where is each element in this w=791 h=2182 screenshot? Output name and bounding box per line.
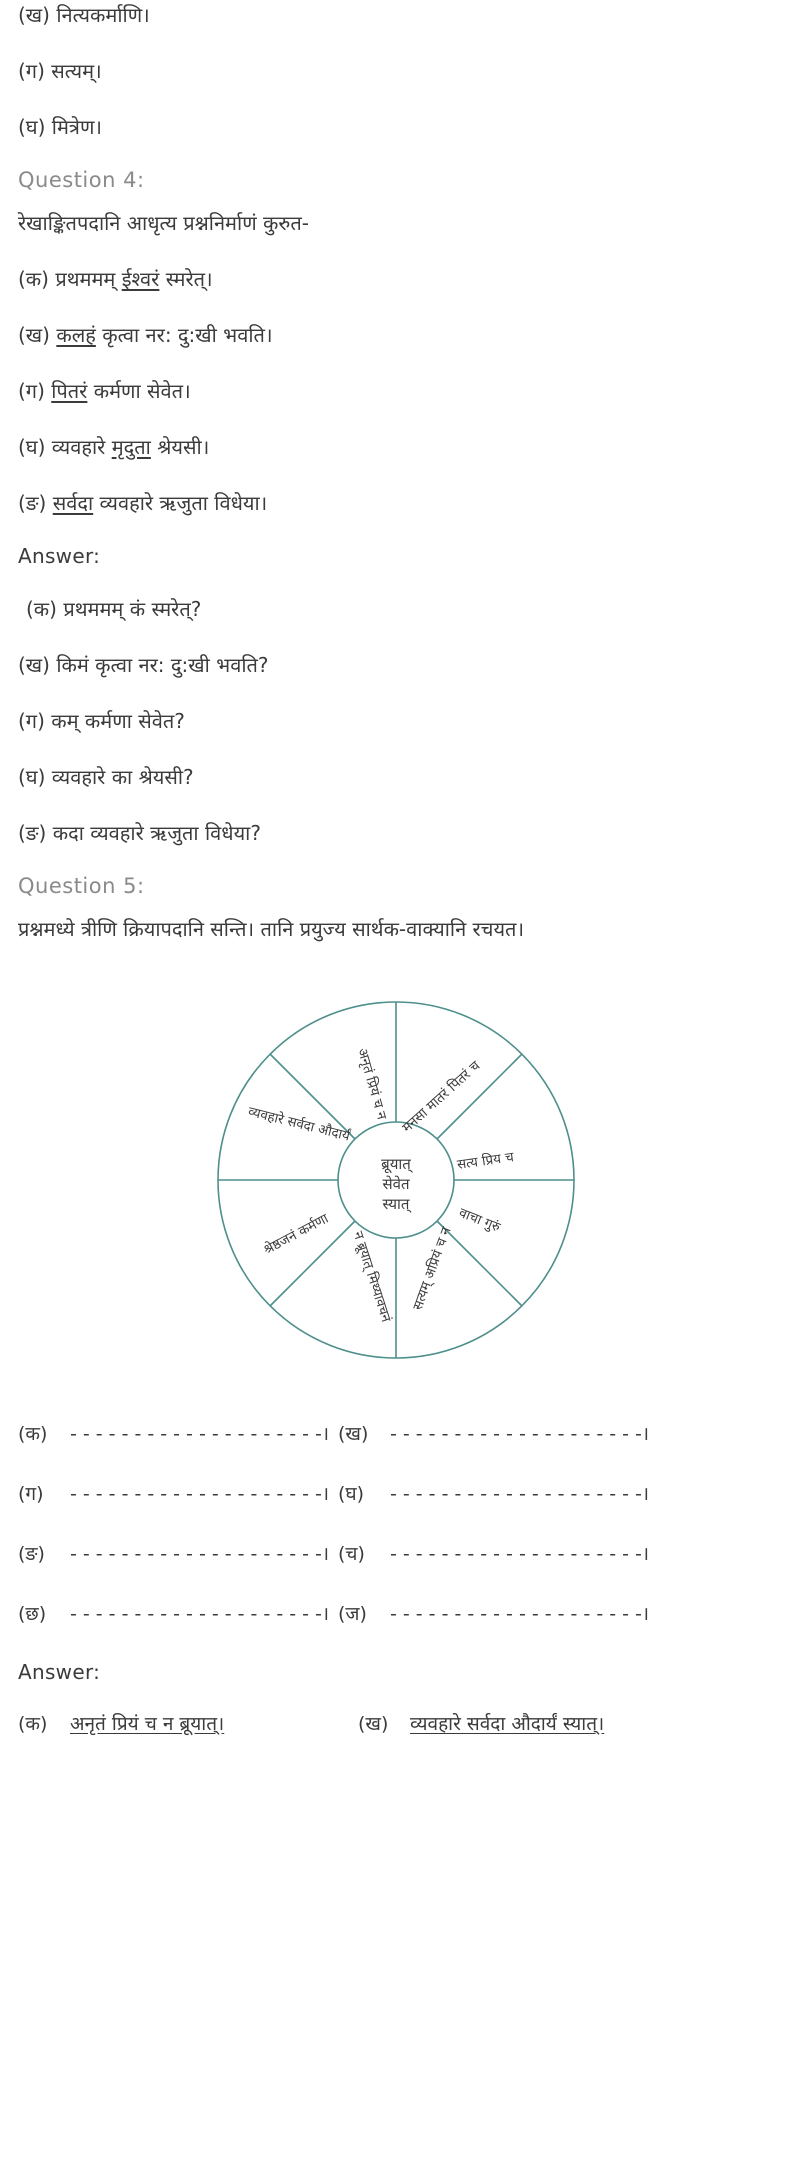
wheel-segment-label: श्रेष्ठजनं कर्मणा xyxy=(260,1210,331,1259)
blank-label: (छ) xyxy=(18,1603,47,1625)
item-text: सत्यम्। xyxy=(51,59,102,83)
blank-label: (ज) xyxy=(338,1603,367,1625)
blank-label: (च) xyxy=(338,1543,365,1565)
blank-item[interactable] xyxy=(338,1420,658,1446)
blank-label: (ख) xyxy=(338,1423,369,1445)
question-4-heading: Question 4: xyxy=(18,168,145,192)
question-4-answer xyxy=(18,650,791,680)
item-post: श्रेयसी। xyxy=(150,435,210,459)
blank-row xyxy=(18,1540,718,1566)
item-underlined: पितरं xyxy=(51,379,88,403)
question-4-item xyxy=(18,264,791,294)
blank-item[interactable] xyxy=(18,1420,338,1446)
question-4-item xyxy=(18,432,791,462)
item-text: मित्रेण। xyxy=(51,115,103,139)
blank-row xyxy=(18,1420,718,1446)
blank-item[interactable] xyxy=(18,1480,338,1506)
blank-line: - - - - - - - - - - - - - - - - - - - -। xyxy=(390,1483,650,1505)
item-underlined: कलहं xyxy=(56,323,96,347)
wheel-segment-label: वाचा गुरुं xyxy=(456,1204,502,1236)
blank-line: - - - - - - - - - - - - - - - - - - - -। xyxy=(390,1603,650,1625)
answer-text: किमं कृत्वा नर: दु:खी भवति? xyxy=(56,653,269,677)
wheel-center-line-1: ब्रूयात् xyxy=(380,1155,411,1173)
item-underlined: मृदुता xyxy=(111,435,151,459)
item-label: (ख) xyxy=(18,3,50,27)
item-label: (ङ) xyxy=(18,491,47,515)
question-5-prompt: प्रश्नमध्ये त्रीणि क्रियापदानि सन्ति। तानि प्रयुज्य सार्थक-वाक्यानि रचयत। xyxy=(18,917,525,941)
blank-line: - - - - - - - - - - - - - - - - - - - -। xyxy=(390,1423,650,1445)
blank-answer-grid xyxy=(18,1420,718,1626)
item-post: स्मरेत्। xyxy=(159,267,213,291)
blank-label: (ङ) xyxy=(18,1543,45,1565)
blank-line: - - - - - - - - - - - - - - - - - - - -। xyxy=(70,1543,330,1565)
question-4-item xyxy=(18,320,791,350)
answer-label-letter: (क) xyxy=(18,1713,48,1735)
answer-label-letter: (ख) xyxy=(358,1713,389,1735)
answer-text: व्यवहारे का श्रेयसी? xyxy=(51,765,194,789)
item-post: कर्मणा सेवेत। xyxy=(87,379,191,403)
blank-row xyxy=(18,1600,718,1626)
wheel-diagram-wrapper xyxy=(0,970,791,1390)
wheel-segment-label: व्यवहारे सर्वदा औदार्यं xyxy=(245,1103,352,1145)
blank-item[interactable] xyxy=(338,1480,658,1506)
item-pre: व्यवहारे xyxy=(51,435,112,459)
answer-text: कम् कर्मणा सेवेत? xyxy=(51,709,185,733)
item-post: कृत्वा नर: दु:खी भवति। xyxy=(95,323,273,347)
question-4-answer xyxy=(18,818,791,848)
answer-label-letter: (ङ) xyxy=(18,821,47,845)
answer-label-letter: (ग) xyxy=(18,709,45,733)
answer-label-letter: (क) xyxy=(26,597,57,621)
question-4-item xyxy=(18,376,791,406)
answer-text: कदा व्यवहारे ऋजुता विधेया? xyxy=(52,821,261,845)
item-underlined: सर्वदा xyxy=(52,491,94,515)
answer-label-letter: (ख) xyxy=(18,653,50,677)
answer-label-letter: (घ) xyxy=(18,765,46,789)
item-post: व्यवहारे ऋजुता विधेया। xyxy=(93,491,268,515)
segmented-wheel-diagram xyxy=(186,970,606,1390)
answer-text: व्यवहारे सर्वदा औदार्यं स्यात्। xyxy=(410,1713,605,1735)
question-5-answer xyxy=(358,1710,698,1736)
item-label: (ख) xyxy=(18,323,50,347)
list-item xyxy=(18,56,791,86)
wheel-segment-label: सत्यम् अप्रियं च न xyxy=(409,1224,455,1313)
blank-row xyxy=(18,1480,718,1506)
question-4-answer xyxy=(18,762,791,792)
item-label: (घ) xyxy=(18,435,46,459)
blank-item[interactable] xyxy=(338,1540,658,1566)
item-label: (क) xyxy=(18,267,49,291)
wheel-center-line-2: सेवेत xyxy=(381,1175,410,1193)
question-4-answer xyxy=(18,706,791,736)
answer-text: प्रथममम् कं स्मरेत्? xyxy=(63,597,202,621)
wheel-segment-label: सत्य प्रिय च xyxy=(455,1149,515,1173)
blank-line: - - - - - - - - - - - - - - - - - - - -। xyxy=(70,1603,330,1625)
blank-label: (ग) xyxy=(18,1483,44,1505)
question-5-answer xyxy=(18,1710,358,1736)
list-item xyxy=(18,0,791,30)
blank-label: (क) xyxy=(18,1423,48,1445)
item-pre: प्रथममम् xyxy=(55,267,122,291)
wheel-segment-label: अनृतं प्रियं च न xyxy=(353,1046,390,1122)
item-text: नित्यकर्माणि। xyxy=(56,3,150,27)
answer-text: अनृतं प्रियं च न ब्रूयात्। xyxy=(70,1713,225,1735)
item-label: (घ) xyxy=(18,115,46,139)
question-4-answer-label: Answer: xyxy=(18,544,101,568)
top-items-block xyxy=(0,0,791,142)
wheel-segment-label: न ब्रूयात् मिथ्यावचनं xyxy=(349,1229,394,1325)
list-item xyxy=(18,112,791,142)
wheel-center-line-3: स्यात् xyxy=(382,1195,409,1213)
question-5-heading: Question 5: xyxy=(18,874,145,898)
question-4-prompt: रेखाङ्कितपदानि आधृत्य प्रश्ननिर्माणं कुरुत- xyxy=(18,211,309,235)
question-4-item xyxy=(18,488,791,518)
question-5-answer-label: Answer: xyxy=(18,1660,101,1684)
item-label: (ग) xyxy=(18,59,45,83)
item-underlined: ईश्वरं xyxy=(121,267,160,291)
blank-line: - - - - - - - - - - - - - - - - - - - -। xyxy=(70,1483,330,1505)
question-4-answer xyxy=(26,594,791,624)
question-5-answer-row xyxy=(18,1710,791,1736)
wheel-segment-label: मनसा मातरं पितरं च xyxy=(398,1058,483,1137)
blank-item[interactable] xyxy=(18,1540,338,1566)
blank-line: - - - - - - - - - - - - - - - - - - - -। xyxy=(390,1543,650,1565)
item-label: (ग) xyxy=(18,379,45,403)
blank-label: (घ) xyxy=(338,1483,365,1505)
blank-item[interactable] xyxy=(18,1600,338,1626)
blank-item[interactable] xyxy=(338,1600,658,1626)
blank-line: - - - - - - - - - - - - - - - - - - - -। xyxy=(70,1423,330,1445)
